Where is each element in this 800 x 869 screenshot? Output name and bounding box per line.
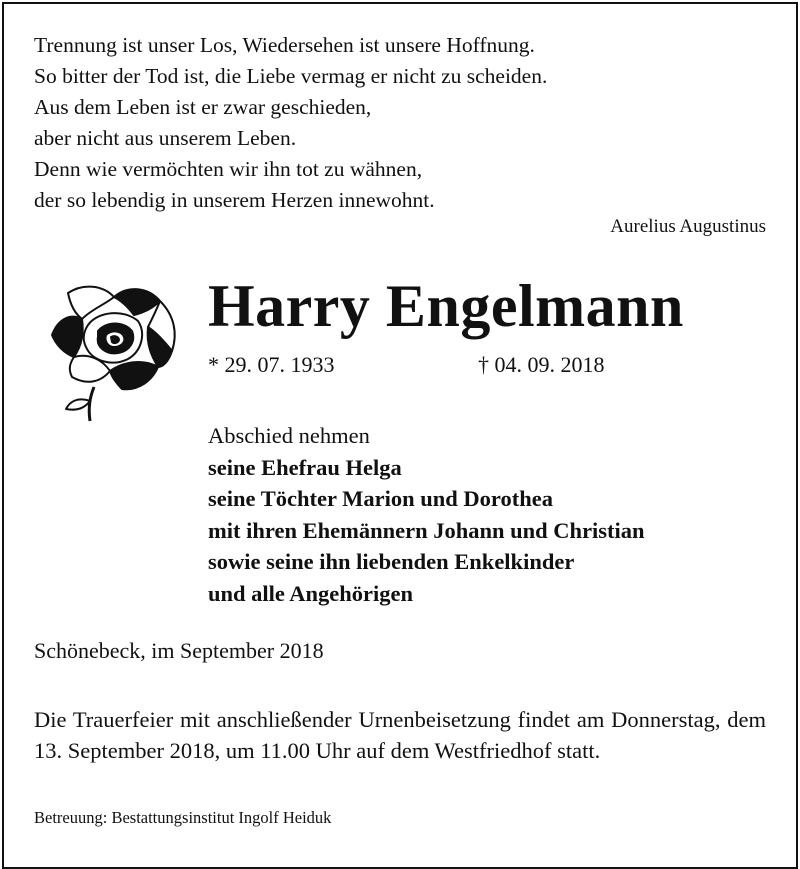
poem-line: Denn wie vermöchten wir ihn tot zu wähnen, <box>34 157 423 181</box>
funeral-notice: Die Trauerfeier mit anschließender Urnenbeisetzung findet am Donnerstag, dem 13. September 2018, um 11.00 Uhr auf dem Westfriedhof statt. <box>34 707 766 763</box>
poem-line: der so lebendig in unserem Herzen innewohnt. <box>34 188 435 212</box>
mourner-line: sowie seine ihn liebenden Enkelkinder <box>208 549 575 574</box>
rose-icon <box>48 275 183 425</box>
mourner-line: und alle Angehörigen <box>208 580 414 606</box>
mourners-intro: Abschied nehmen <box>208 423 370 448</box>
deceased-name: Harry Engelmann <box>208 273 684 339</box>
birth-date: * 29. 07. 1933 <box>208 352 335 377</box>
death-date: † 04. 09. 2018 <box>478 352 605 377</box>
place-date: Schönebeck, im September 2018 <box>34 638 324 663</box>
mourner-line: mit ihren Ehemännern Johann und Christian <box>208 517 645 543</box>
mourners-block <box>208 420 645 609</box>
mourner-line: seine Töchter Marion und Dorothea <box>208 486 554 511</box>
poem-author: Aurelius Augustinus <box>610 216 766 237</box>
mourner-line: seine Ehefrau Helga <box>208 454 402 480</box>
poem-line: So bitter der Tod ist, die Liebe vermag er nicht zu scheiden. <box>34 64 548 88</box>
poem-line: Aus dem Leben ist er zwar geschieden, <box>34 95 372 119</box>
poem <box>34 30 547 216</box>
poem-line: Trennung ist unser Los, Wiedersehen ist unsere Hoffnung. <box>34 33 535 57</box>
poem-line: aber nicht aus unserem Leben. <box>34 126 297 150</box>
funeral-care-note: Betreuung: Bestattungsinstitut Ingolf Heiduk <box>34 808 332 827</box>
